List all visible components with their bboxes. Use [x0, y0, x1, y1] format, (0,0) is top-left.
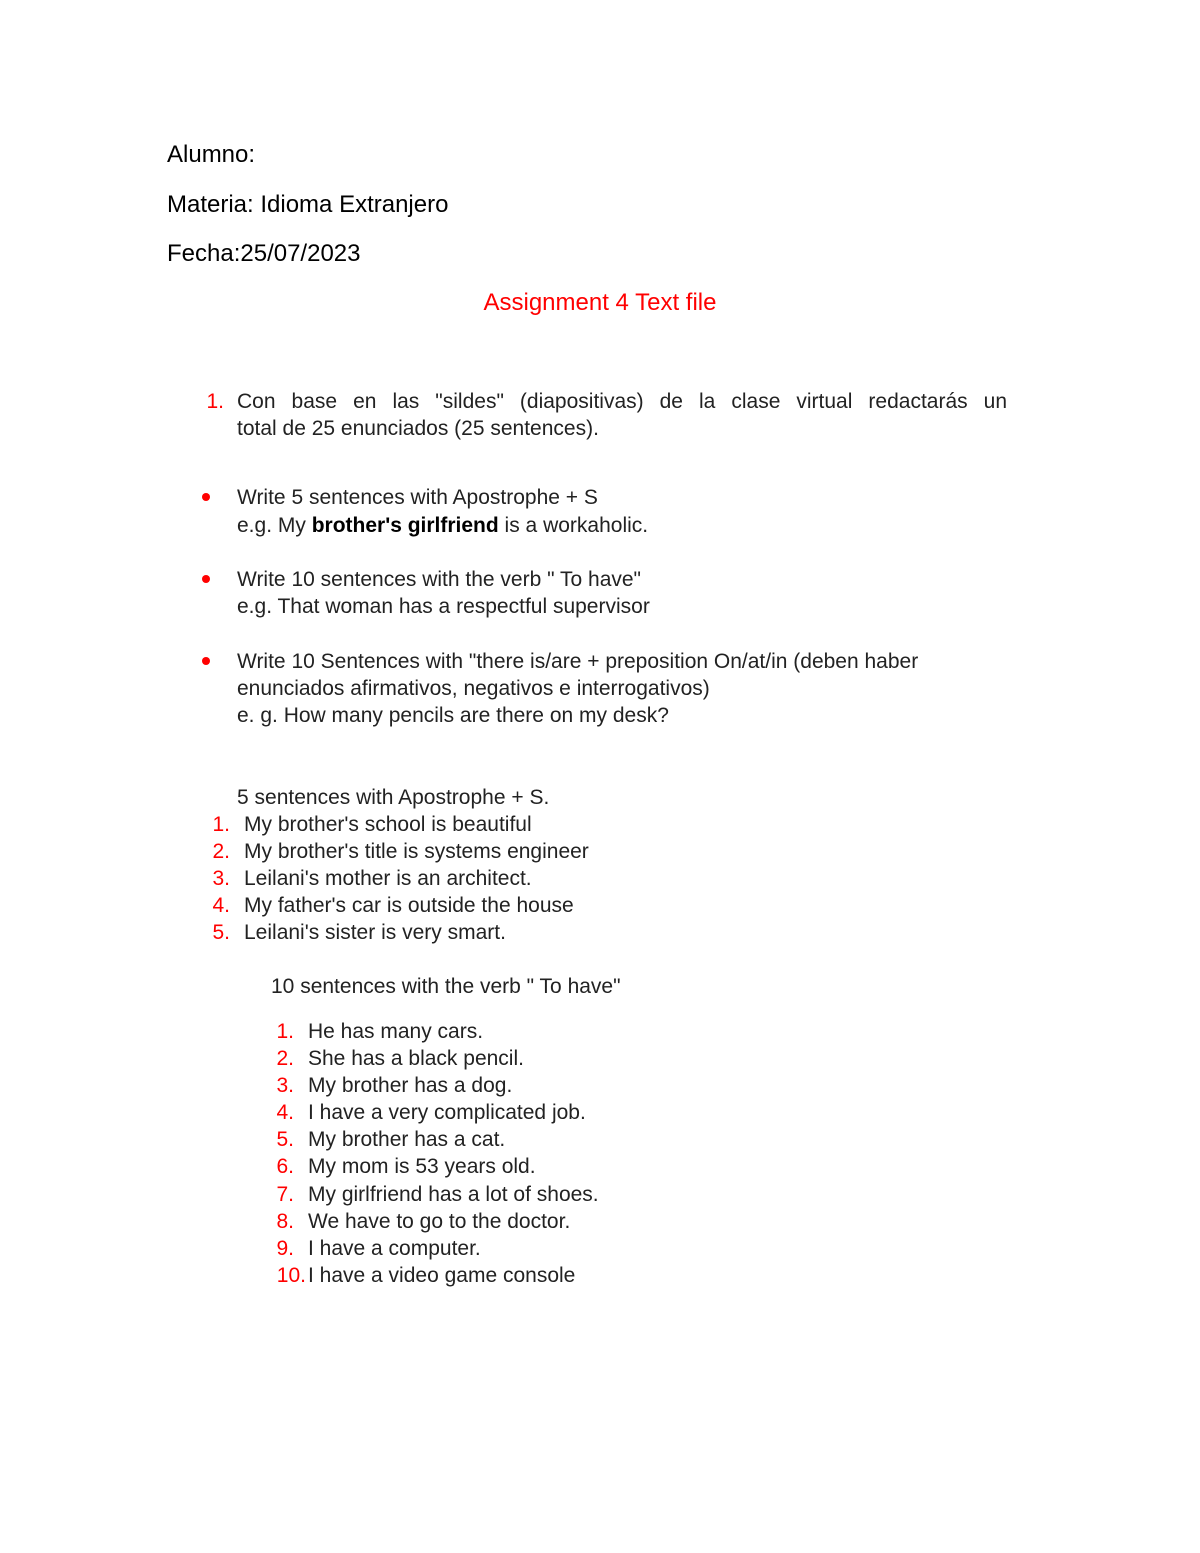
task-3-text-2: enunciados afirmativos, negativos e interrogativos) — [237, 677, 710, 700]
list-item-number: 5. — [276, 1128, 294, 1151]
list-item: My girlfriend has a lot of shoes. — [308, 1183, 599, 1206]
list-item: My brother's school is beautiful — [244, 813, 532, 836]
task-3-example: e. g. How many pencils are there on my desk? — [237, 704, 669, 727]
student-label: Alumno: — [167, 141, 256, 168]
list-item-number: 1. — [212, 813, 230, 836]
task-3-text: Write 10 Sentences with "there is/are + preposition On/at/in (deben haber — [237, 650, 919, 673]
bullet-icon — [202, 575, 210, 583]
list-item-number: 8. — [276, 1210, 294, 1233]
list-item: My brother's title is systems engineer — [244, 840, 589, 863]
list-item: Leilani's mother is an architect. — [244, 867, 532, 890]
bullet-icon — [202, 657, 210, 665]
instruction-line-1: Con base en las "sildes" (diapositivas) de la clase virtual redactarás un — [237, 390, 1007, 413]
bullet-icon — [202, 493, 210, 501]
list-item: We have to go to the doctor. — [308, 1210, 571, 1233]
list-item-number: 1. — [276, 1020, 294, 1043]
list-item: My father's car is outside the house — [244, 894, 574, 917]
assignment-title: Assignment 4 Text file — [483, 289, 717, 316]
list-item: My brother has a dog. — [308, 1074, 513, 1097]
task-1-example: e.g. My brother's girlfriend is a workaholic. — [237, 514, 649, 537]
list-item-number: 4. — [276, 1101, 294, 1124]
list-item: I have a computer. — [308, 1237, 481, 1260]
list-item: My brother has a cat. — [308, 1128, 506, 1151]
instruction-line-2: total de 25 enunciados (25 sentences). — [237, 417, 599, 440]
task-1-text: Write 5 sentences with Apostrophe + S — [237, 486, 598, 509]
list-item: She has a black pencil. — [308, 1047, 524, 1070]
list-item-number: 7. — [276, 1183, 294, 1206]
list-item-number: 9. — [276, 1237, 294, 1260]
list-item: I have a video game console — [308, 1264, 576, 1287]
list-item-number: 6. — [276, 1155, 294, 1178]
task-2-example: e.g. That woman has a respectful supervisor — [237, 595, 650, 618]
section-1-heading: 5 sentences with Apostrophe + S. — [237, 786, 550, 809]
list-item: He has many cars. — [308, 1020, 484, 1043]
date-label: Fecha:25/07/2023 — [167, 240, 361, 267]
list-item: My mom is 53 years old. — [308, 1155, 536, 1178]
list-item-number: 10. — [276, 1264, 306, 1287]
list-item-number: 4. — [212, 894, 230, 917]
subject-label: Materia: Idioma Extranjero — [167, 191, 449, 218]
list-item-number: 5. — [212, 921, 230, 944]
list-item: Leilani's sister is very smart. — [244, 921, 506, 944]
instruction-number: 1. — [206, 390, 224, 413]
section-2-heading: 10 sentences with the verb " To have" — [271, 975, 621, 998]
list-item-number: 3. — [276, 1074, 294, 1097]
list-item-number: 2. — [276, 1047, 294, 1070]
list-item-number: 3. — [212, 867, 230, 890]
task-2-text: Write 10 sentences with the verb " To have" — [237, 568, 642, 591]
example-bold-text: brother's girlfriend — [311, 514, 499, 537]
list-item: I have a very complicated job. — [308, 1101, 586, 1124]
list-item-number: 2. — [212, 840, 230, 863]
